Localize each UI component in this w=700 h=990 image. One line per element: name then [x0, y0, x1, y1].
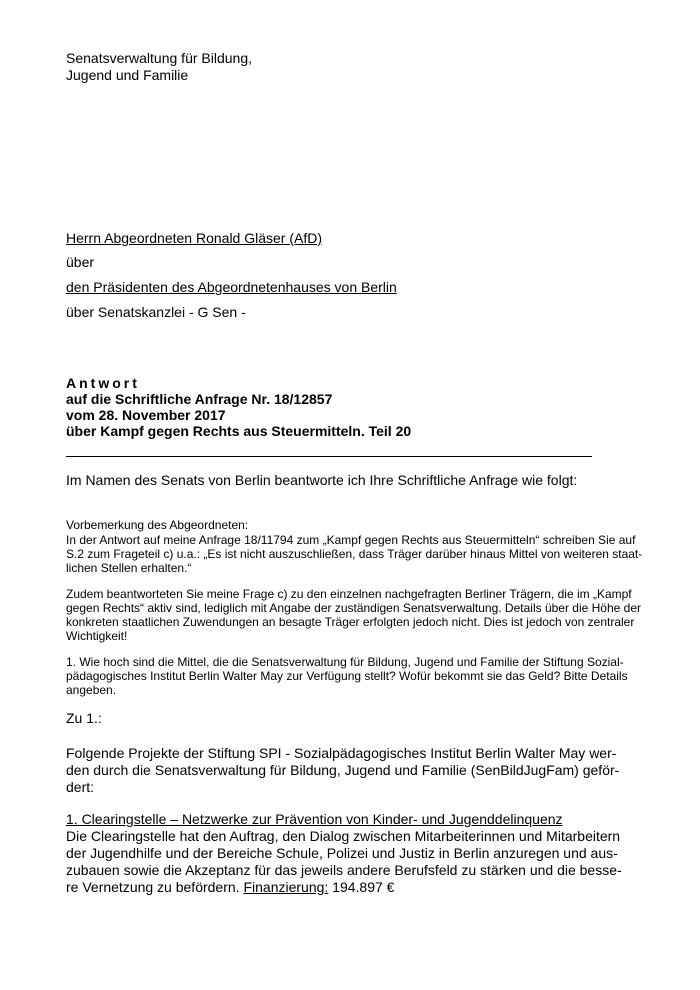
- answer-1-intro-line-2: den durch die Senatsverwaltung für Bildung, Jugend und Familie (SenBildJugFam) geför-: [66, 762, 620, 778]
- intro-text: Im Namen des Senats von Berlin beantworte ich Ihre Schriftliche Anfrage wie folgt:: [66, 472, 578, 488]
- question-1-line-1: 1. Wie hoch sind die Mittel, die die Senatsverwaltung für Bildung, Jugend und Familie der Stiftung Sozial-: [66, 655, 624, 669]
- answer-1-intro-line-1: Folgende Projekte der Stiftung SPI - Sozialpädagogisches Institut Berlin Walter May wer-: [66, 745, 617, 761]
- recipient: Herrn Abgeordneten Ronald Gläser (AfD): [66, 230, 323, 246]
- preamble-p1-line-3: lichen Stellen erhalten.“: [66, 561, 192, 575]
- title-line-2: auf die Schriftliche Anfrage Nr. 18/12857: [66, 391, 333, 407]
- title-line-3: vom 28. November 2017: [66, 407, 226, 423]
- project-1-line-4: [66, 879, 394, 896]
- question-1-line-2: pädagogisches Institut Berlin Walter May zur Verfügung stellt? Wofür bekommt sie das Geld? Bitte Details: [66, 669, 628, 683]
- project-1-line-1: Die Clearingstelle hat den Auftrag, den Dialog zwischen Mitarbeiterinnen und Mitarbeitern: [66, 828, 621, 844]
- via-2: über Senatskanzlei - G Sen -: [66, 304, 246, 320]
- project-1-line-3: zubauen sowie die Akzeptanz für das jeweils andere Berufsfeld zu stärken und die besse-: [66, 862, 622, 878]
- project-1-title: 1. Clearingstelle – Netzwerke zur Prävention von Kinder- und Jugenddelinquenz: [66, 811, 563, 827]
- funding-label: Finanzierung:: [243, 879, 329, 895]
- answer-1-intro-line-3: dert:: [66, 779, 95, 795]
- answer-1-heading: Zu 1.:: [66, 710, 102, 726]
- preamble-p2-line-4: Wichtigkeit!: [66, 629, 128, 643]
- title-rule: [66, 456, 592, 457]
- preamble-p1-line-2: S.2 zum Frageteil c) u.a.: „Es ist nicht auszuschließen, dass Träger darüber hinaus Mittel von weiteren staat-: [66, 547, 643, 561]
- preamble-p2-line-3: konkreten staatlichen Zuwendungen an besagte Träger erfolgten jedoch nicht. Dies ist jedoch von zentraler: [66, 615, 635, 629]
- preamble-p2-line-1: Zudem beantworteten Sie meine Frage c) zu den einzelnen nachgefragten Berliner Trägern, die im „Kampf: [66, 587, 632, 601]
- project-1-last-line-text: re Vernetzung zu befördern.: [66, 879, 240, 895]
- preamble-p2-line-2: gegen Rechts“ aktiv sind, lediglich mit Angabe der zuständigen Senatsverwaltung. Details über die Höhe der: [66, 601, 642, 615]
- via-1: über: [66, 254, 95, 270]
- sender-line-2: Jugend und Familie: [66, 67, 189, 83]
- sender-line-1: Senatsverwaltung für Bildung,: [66, 50, 252, 66]
- project-1-line-2: der Jugendhilfe und der Bereiche Schule, Polizei und Justiz in Berlin anzuregen und aus-: [66, 845, 618, 861]
- question-1-line-3: angeben.: [66, 683, 117, 697]
- preamble-heading: Vorbemerkung des Abgeordneten:: [66, 518, 249, 532]
- funding-amount: 194.897 €: [332, 879, 395, 895]
- title-line-4: über Kampf gegen Rechts aus Steuermitteln. Teil 20: [66, 423, 412, 439]
- president: den Präsidenten des Abgeordnetenhauses von Berlin: [66, 279, 397, 295]
- title-antwort: Antwort: [66, 375, 140, 391]
- preamble-p1-line-1: In der Antwort auf meine Anfrage 18/11794 zum „Kampf gegen Rechts aus Steuermitteln“ schreiben Sie auf: [66, 533, 636, 547]
